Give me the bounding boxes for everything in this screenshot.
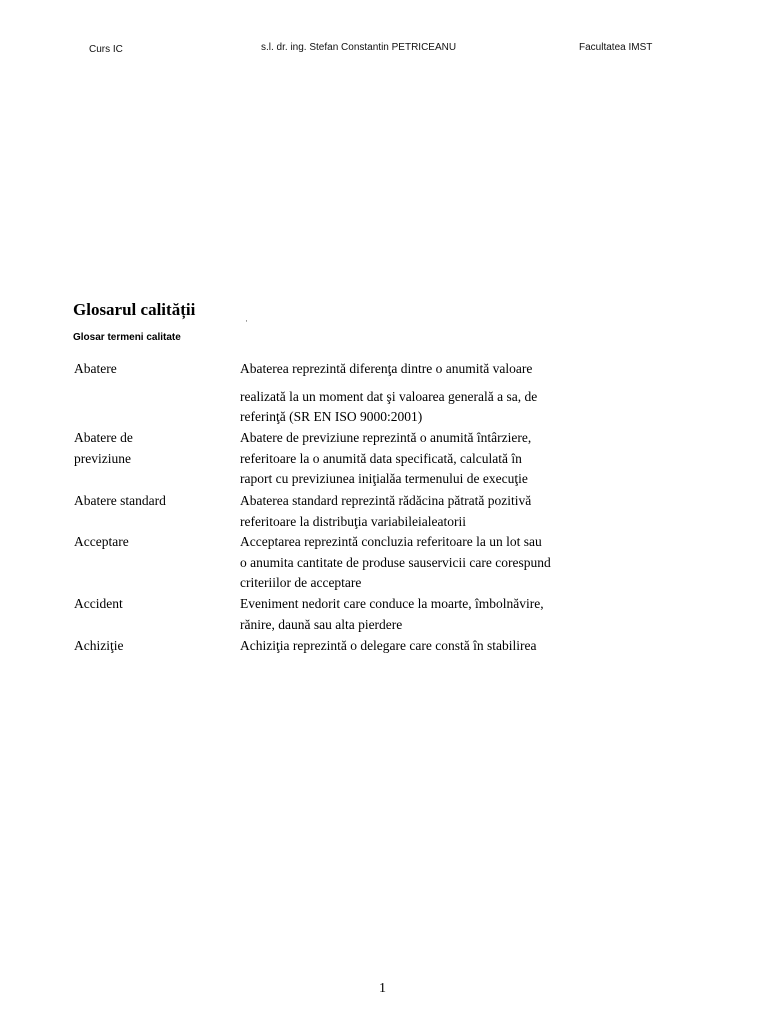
page-number: 1 (379, 981, 386, 996)
definition-line: Acceptarea reprezintă concluzia referitoare la un lot sau (240, 534, 542, 549)
glossary-term: Abatere (74, 361, 117, 376)
definition-line: referitoare la distribuţia variabileialeatorii (240, 513, 467, 529)
section-subtitle: Glosar termeni calitate (73, 332, 181, 343)
glossary-term: Achiziţie (74, 638, 124, 653)
definition-line: Abatere de previziune reprezintă o anumită întârziere, (240, 430, 532, 445)
definition-line: Abaterea standard reprezintă rădăcina pătrată pozitivă (240, 493, 532, 508)
definition-line: criteriilor de acceptare (240, 575, 362, 590)
header-faculty: Facultatea IMST (579, 42, 653, 53)
definition-line: o anumita cantitate de produse sauservicii care corespund (240, 554, 551, 570)
definition-line: realizată la un moment dat şi valoarea generală a sa, de (240, 388, 538, 404)
glossary-definition (240, 359, 640, 428)
header-course: Curs IC (89, 44, 123, 55)
definition-line: referinţă (SR EN ISO 9000:2001) (240, 409, 423, 424)
glossary-definition (240, 636, 640, 657)
definition-line: referitoare la o anumită data specificată, calculată în (240, 450, 522, 466)
definition-line: Abaterea reprezintă diferenţa dintre o anumită valoare (240, 361, 533, 376)
glossary-term: Abatere de previziune (74, 430, 133, 466)
dot-mark: · (245, 316, 248, 326)
glossary-definition (240, 532, 640, 594)
glossary-term: Accident (74, 596, 123, 611)
glossary-definition (240, 594, 640, 635)
glossary-term: Abatere standard (74, 493, 166, 508)
page-title: Glosarul calității (73, 300, 196, 319)
glossary-term: Acceptare (74, 534, 129, 549)
definition-line: Eveniment nedorit care conduce la moarte, îmbolnăvire, (240, 596, 544, 611)
glossary-definition (240, 491, 640, 532)
glossary-definition (240, 428, 640, 490)
header-author: s.l. dr. ing. Stefan Constantin PETRICEANU (261, 42, 457, 53)
definition-line: raport cu previziunea iniţialăa termenului de execuţie (240, 471, 528, 486)
definition-line: Achiziţia reprezintă o delegare care constă în stabilirea (240, 638, 537, 653)
definition-line: rănire, daună sau alta pierdere (240, 616, 403, 632)
